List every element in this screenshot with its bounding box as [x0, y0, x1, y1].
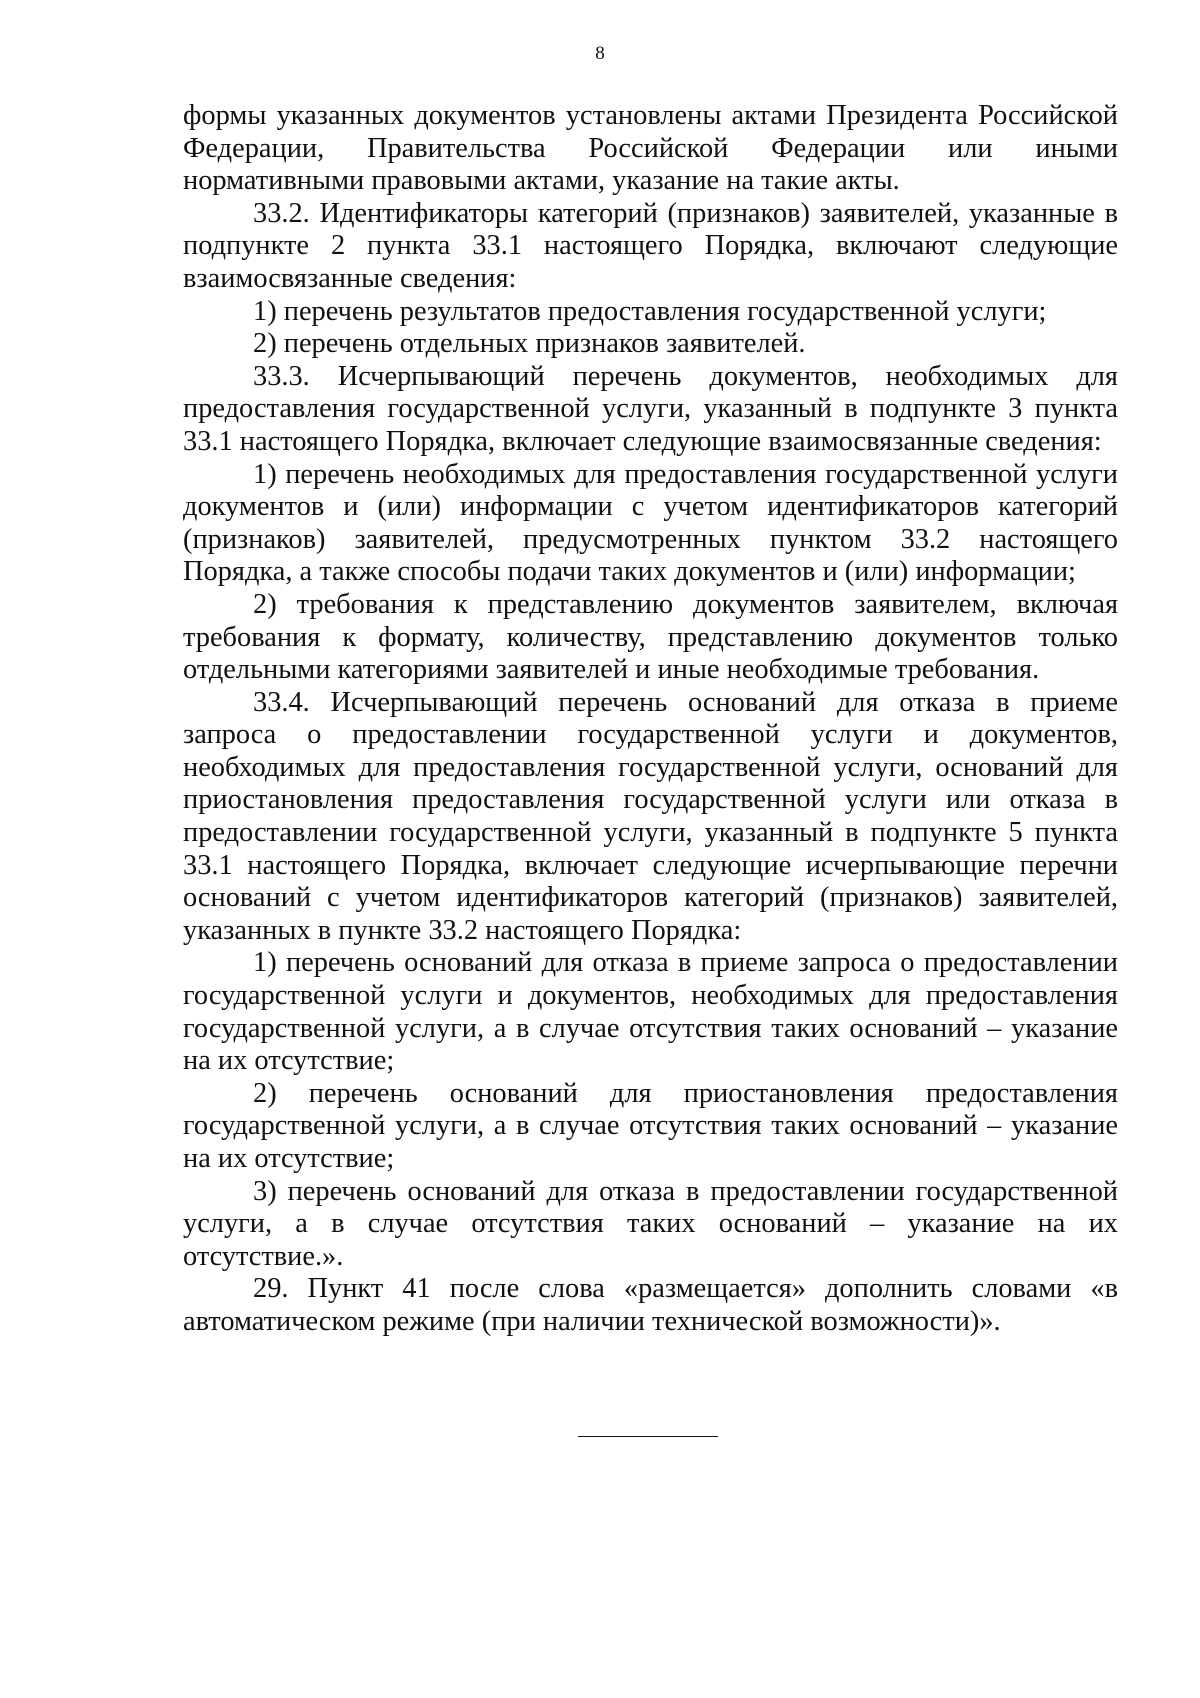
page-number: 8	[595, 43, 605, 64]
list-item-33-2-2: 2) перечень отдельных признаков заявителей.	[253, 328, 806, 360]
list-item-33-3-1: 1) перечень необходимых для предоставления государственной услуги документов и (или) информации с учетом идентификаторов категорий (признаков) заявителей, предусмотренных пунктом 33.2 настоящего Порядка, а также способы подачи таких документов и (или) информации;	[183, 458, 1118, 588]
end-of-document-rule	[578, 1436, 718, 1437]
paragraph-continuation: формы указанных документов установлены актами Президента Российской Федерации, Правительства Российской Федерации или иными нормативными правовыми актами, указание на такие акты.	[183, 100, 1118, 197]
document-body	[183, 100, 1118, 1339]
paragraph-item-29: 29. Пункт 41 после слова «размещается» дополнить словами «в автоматическом режиме (при наличии технической возможности)».	[183, 1273, 1118, 1337]
paragraph-33-4: 33.4. Исчерпывающий перечень оснований для отказа в приеме запроса о предоставлении государственной услуги и документов, необходимых для предоставления государственной услуги, оснований для приостановления предоставления государственной услуги или отказа в предоставлении государственной услуги, указанный в подпункте 5 пункта 33.1 настоящего Порядка, включает следующие исчерпывающие перечни оснований с учетом идентификаторов категорий (признаков) заявителей, указанных в пункте 33.2 настоящего Порядка:	[183, 686, 1118, 946]
list-item-33-2-1: 1) перечень результатов предоставления государственной услуги;	[253, 295, 1047, 327]
list-item-33-4-1: 1) перечень оснований для отказа в приеме запроса о предоставлении государственной услуги и документов, необходимых для предоставления государственной услуги, а в случае отсутствия таких оснований – указание на их отсутствие;	[183, 947, 1118, 1077]
list-item-33-4-2: 2) перечень оснований для приостановления предоставления государственной услуги, а в случае отсутствия таких оснований – указание на их отсутствие;	[183, 1077, 1118, 1174]
paragraph-33-3: 33.3. Исчерпывающий перечень документов, необходимых для предоставления государственной услуги, указанный в подпункте 3 пункта 33.1 настоящего Порядка, включает следующие взаимосвязанные сведения:	[183, 360, 1118, 457]
list-item-33-3-2: 2) требования к представлению документов заявителем, включая требования к формату, количеству, представлению документов только отдельными категориями заявителей и иные необходимые требования.	[183, 588, 1118, 686]
paragraph-33-2: 33.2. Идентификаторы категорий (признаков) заявителей, указанные в подпункте 2 пункта 33.1 настоящего Порядка, включают следующие взаимосвязанные сведения:	[183, 197, 1118, 294]
list-item-33-4-3: 3) перечень оснований для отказа в предоставлении государственной услуги, а в случае отсутствия таких оснований – указание на их отсутствие.».	[183, 1175, 1118, 1272]
